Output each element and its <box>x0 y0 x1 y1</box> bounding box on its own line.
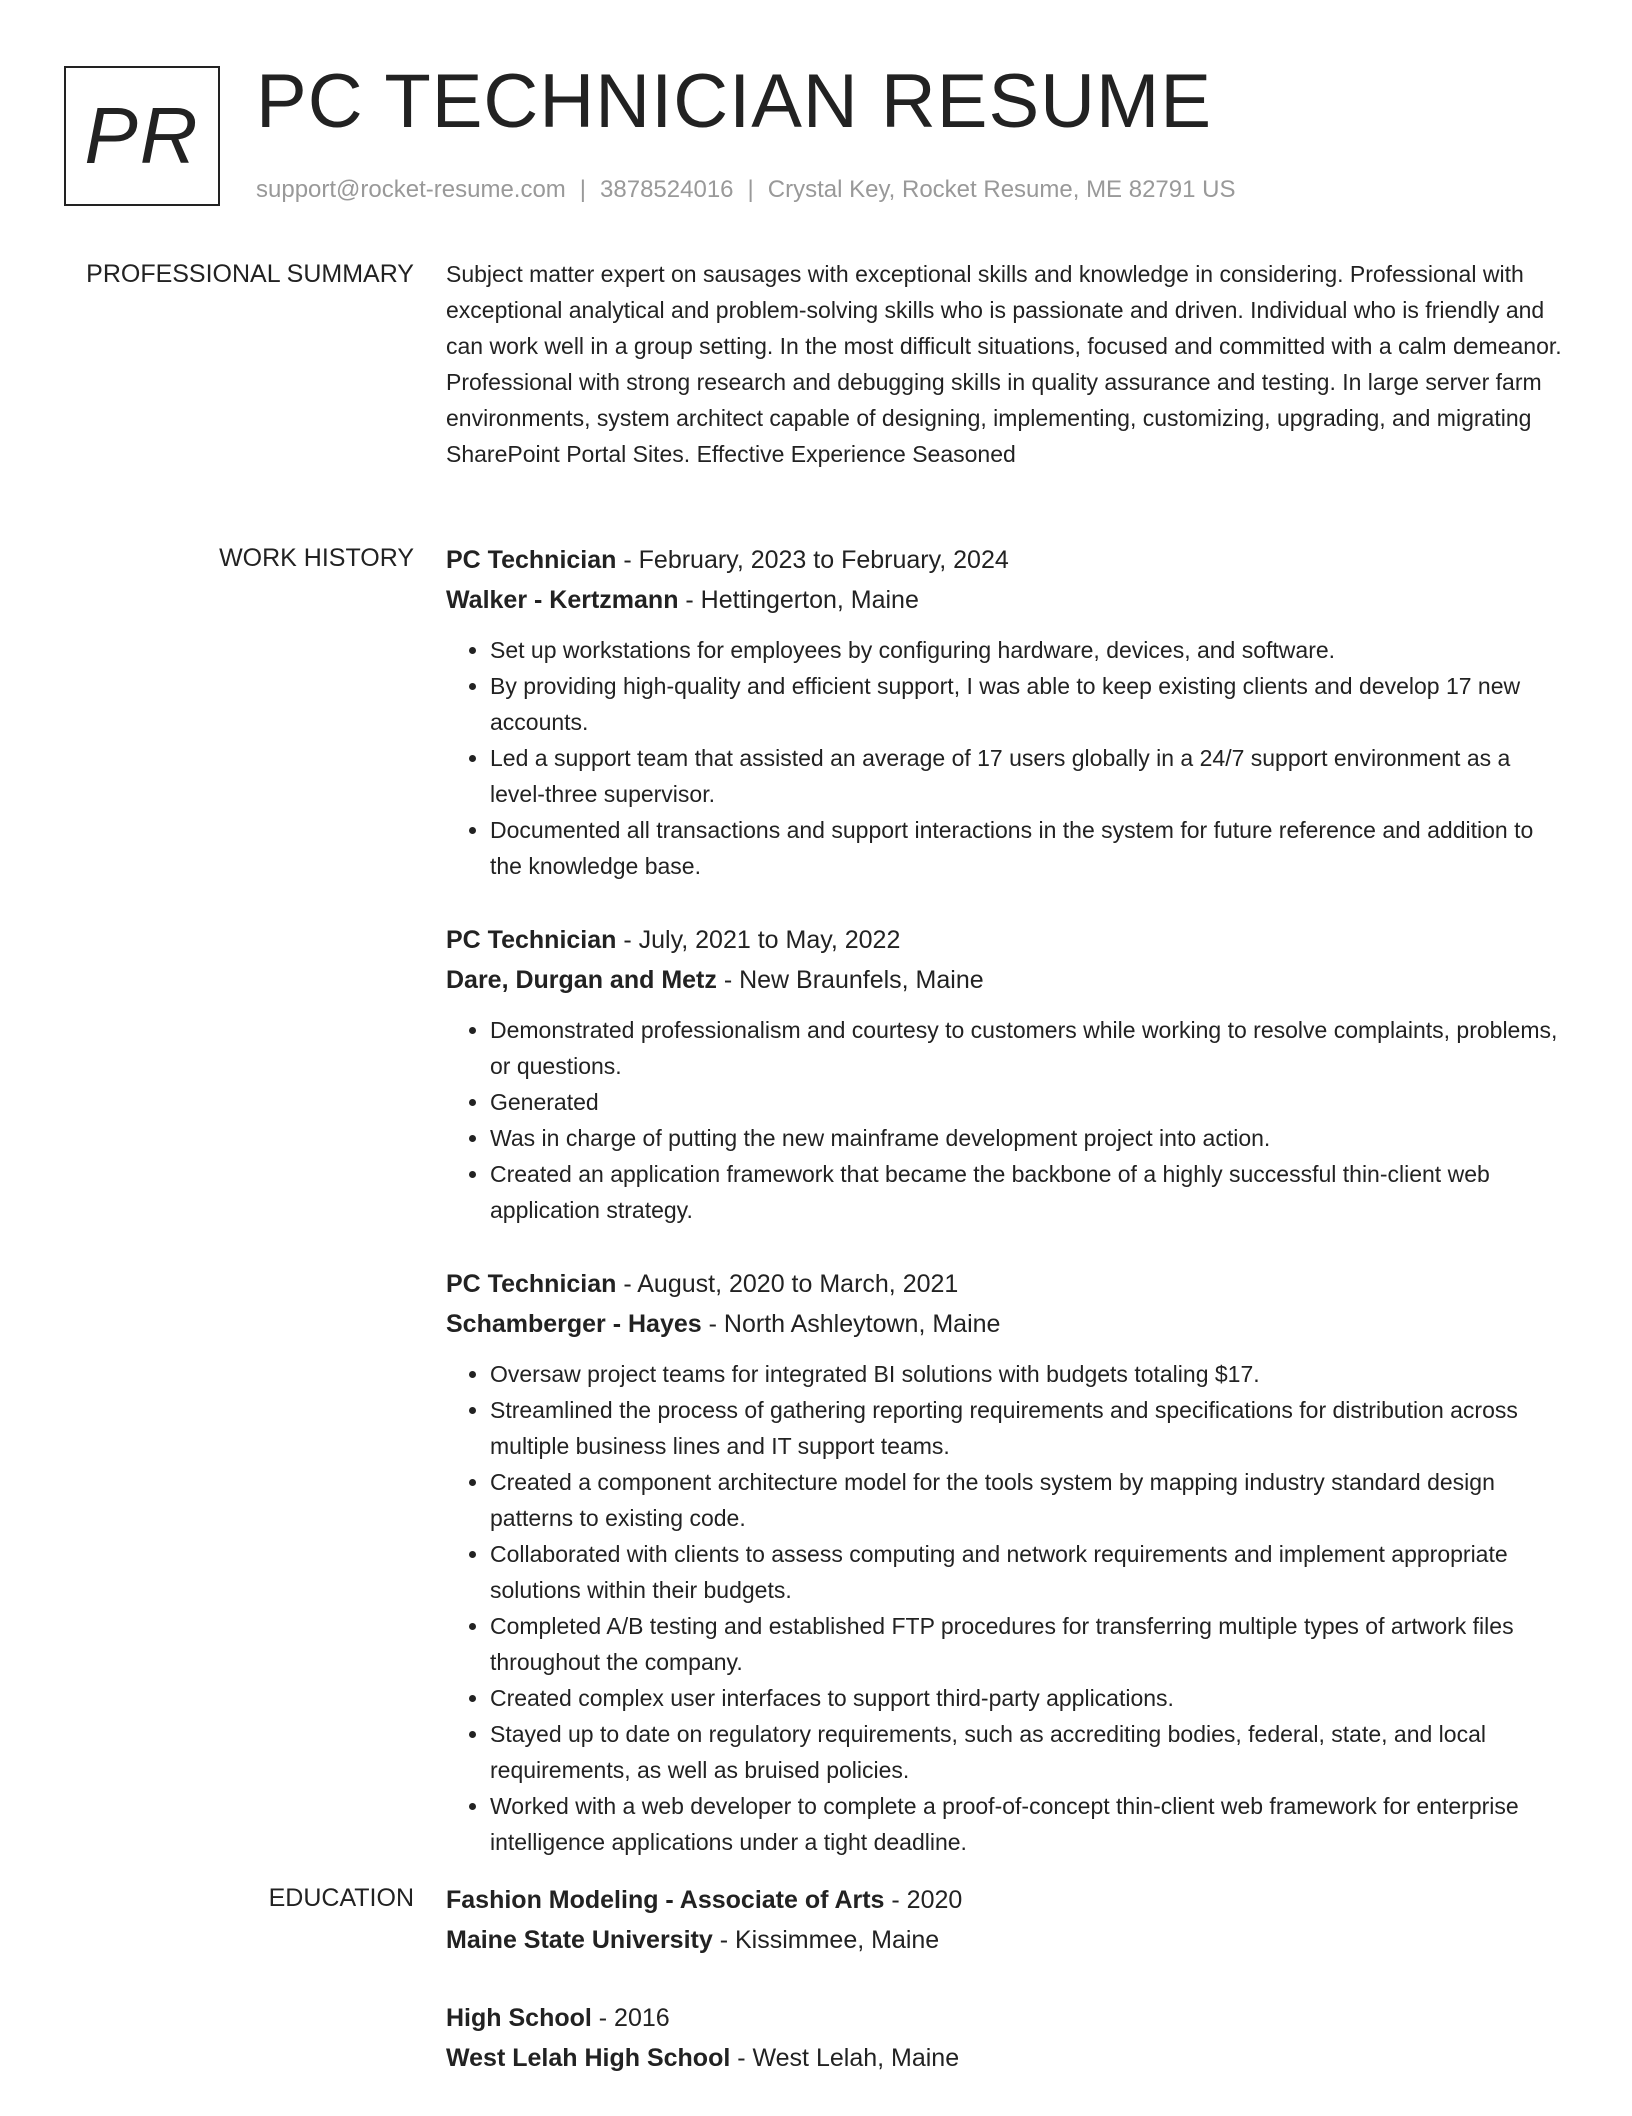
education-entry <box>446 1880 1562 1960</box>
job-entry <box>446 540 1562 884</box>
job-bullets <box>446 1356 1562 1860</box>
job-location: - Hettingerton, Maine <box>678 586 919 614</box>
education-entry <box>446 1998 1562 2078</box>
school-location: - West Lelah, Maine <box>730 2044 960 2072</box>
job-company: Schamberger - Hayes <box>446 1310 702 1338</box>
job-bullet: • Collaborated with clients to assess computing and network requirements and implement appropriate solutions within their budgets. <box>490 1536 1562 1608</box>
contact-separator: | <box>747 176 754 203</box>
education-heading: EDUCATION <box>268 1884 414 1912</box>
job-dates: - August, 2020 to March, 2021 <box>616 1270 959 1298</box>
degree-year: - 2016 <box>591 2004 670 2032</box>
job-company-line <box>446 580 1562 620</box>
job-bullet: • By providing high-quality and efficient support, I was able to keep existing clients and develop 17 new accounts. <box>490 668 1562 740</box>
job-bullet: • Created a component architecture model for the tools system by mapping industry standard design patterns to existing code. <box>490 1464 1562 1536</box>
education-body <box>446 1880 1562 2116</box>
job-bullet: • Generated <box>490 1084 1562 1120</box>
job-title-line <box>446 1264 1562 1304</box>
work-history-body <box>446 540 1562 1896</box>
job-company-line <box>446 1304 1562 1344</box>
job-dates: - July, 2021 to May, 2022 <box>616 926 901 954</box>
summary-body <box>446 256 1562 472</box>
job-bullet: • Created an application framework that became the backbone of a highly successful thin-client web application strategy. <box>490 1156 1562 1228</box>
job-location: - North Ashleytown, Maine <box>701 1310 1001 1338</box>
degree-name: Fashion Modeling - Associate of Arts <box>446 1886 885 1914</box>
school-name: West Lelah High School <box>446 2044 731 2072</box>
resume-title: PC TECHNICIAN RESUME <box>256 59 1213 144</box>
job-bullet: • Completed A/B testing and established FTP procedures for transferring multiple types of artwork files throughout the company. <box>490 1608 1562 1680</box>
job-location: - New Braunfels, Maine <box>716 966 984 994</box>
summary-heading: PROFESSIONAL SUMMARY <box>86 260 414 288</box>
job-company-line <box>446 960 1562 1000</box>
job-bullet: • Streamlined the process of gathering reporting requirements and specifications for distribution across multiple business lines and IT support teams. <box>490 1392 1562 1464</box>
contact-phone[interactable]: 3878524016 <box>600 176 734 203</box>
job-title: PC Technician <box>446 1270 617 1298</box>
contact-address: Crystal Key, Rocket Resume, ME 82791 US <box>767 176 1236 203</box>
job-entry <box>446 920 1562 1228</box>
contact-separator: | <box>579 176 587 203</box>
degree-line <box>446 1880 1562 1920</box>
job-title: PC Technician <box>446 546 617 574</box>
job-bullets <box>446 632 1562 884</box>
degree-year: - 2020 <box>884 1886 963 1914</box>
job-dates: - February, 2023 to February, 2024 <box>616 546 1009 574</box>
monogram-logo: PR <box>64 66 220 206</box>
school-name: Maine State University <box>446 1926 713 1954</box>
job-bullet: • Created complex user interfaces to support third-party applications. <box>490 1680 1562 1716</box>
school-line <box>446 1920 1562 1960</box>
job-company: Dare, Durgan and Metz <box>446 966 717 994</box>
contact-email[interactable]: support@rocket-resume.com <box>256 176 566 203</box>
job-bullet: • Documented all transactions and support interactions in the system for future reference and addition to the knowledge base. <box>490 812 1562 884</box>
contact-line <box>256 172 1235 208</box>
job-title-line <box>446 920 1562 960</box>
job-title: PC Technician <box>446 926 617 954</box>
job-bullet: • Oversaw project teams for integrated BI solutions with budgets totaling $17. <box>490 1356 1562 1392</box>
job-entry <box>446 1264 1562 1860</box>
school-line <box>446 2038 1562 2078</box>
job-bullet: • Stayed up to date on regulatory requirements, such as accrediting bodies, federal, state, and local requirements, as well as bruised policies. <box>490 1716 1562 1788</box>
job-company: Walker - Kertzmann <box>446 586 679 614</box>
degree-line <box>446 1998 1562 2038</box>
work-history-heading: WORK HISTORY <box>219 544 414 572</box>
job-bullet: • Was in charge of putting the new mainframe development project into action. <box>490 1120 1562 1156</box>
job-bullet: • Set up workstations for employees by configuring hardware, devices, and software. <box>490 632 1562 668</box>
job-bullet: • Demonstrated professionalism and courtesy to customers while working to resolve complaints, problems, or questions. <box>490 1012 1562 1084</box>
job-bullet: • Led a support team that assisted an average of 17 users globally in a 24/7 support environment as a level-three supervisor. <box>490 740 1562 812</box>
degree-name: High School <box>446 2004 592 2032</box>
job-title-line <box>446 540 1562 580</box>
job-bullet: • Worked with a web developer to complete a proof-of-concept thin-client web framework for enterprise intelligence applications under a tight deadline. <box>490 1788 1562 1860</box>
school-location: - Kissimmee, Maine <box>712 1926 940 1954</box>
summary-text: Subject matter expert on sausages with exceptional skills and knowledge in considering. Professional with exceptional analytical and problem-solving skills who is passionate and driven. Individual who is friendly and can work well in a group setting. In the most difficult situations, focused and committed with a calm demeanor. Professional with strong research and debugging skills in quality assurance and testing. In large server farm environments, system architect capable of designing, implementing, customizing, upgrading, and migrating SharePoint Portal Sites. Effective Experience Seasoned <box>446 261 1562 467</box>
job-bullets <box>446 1012 1562 1228</box>
